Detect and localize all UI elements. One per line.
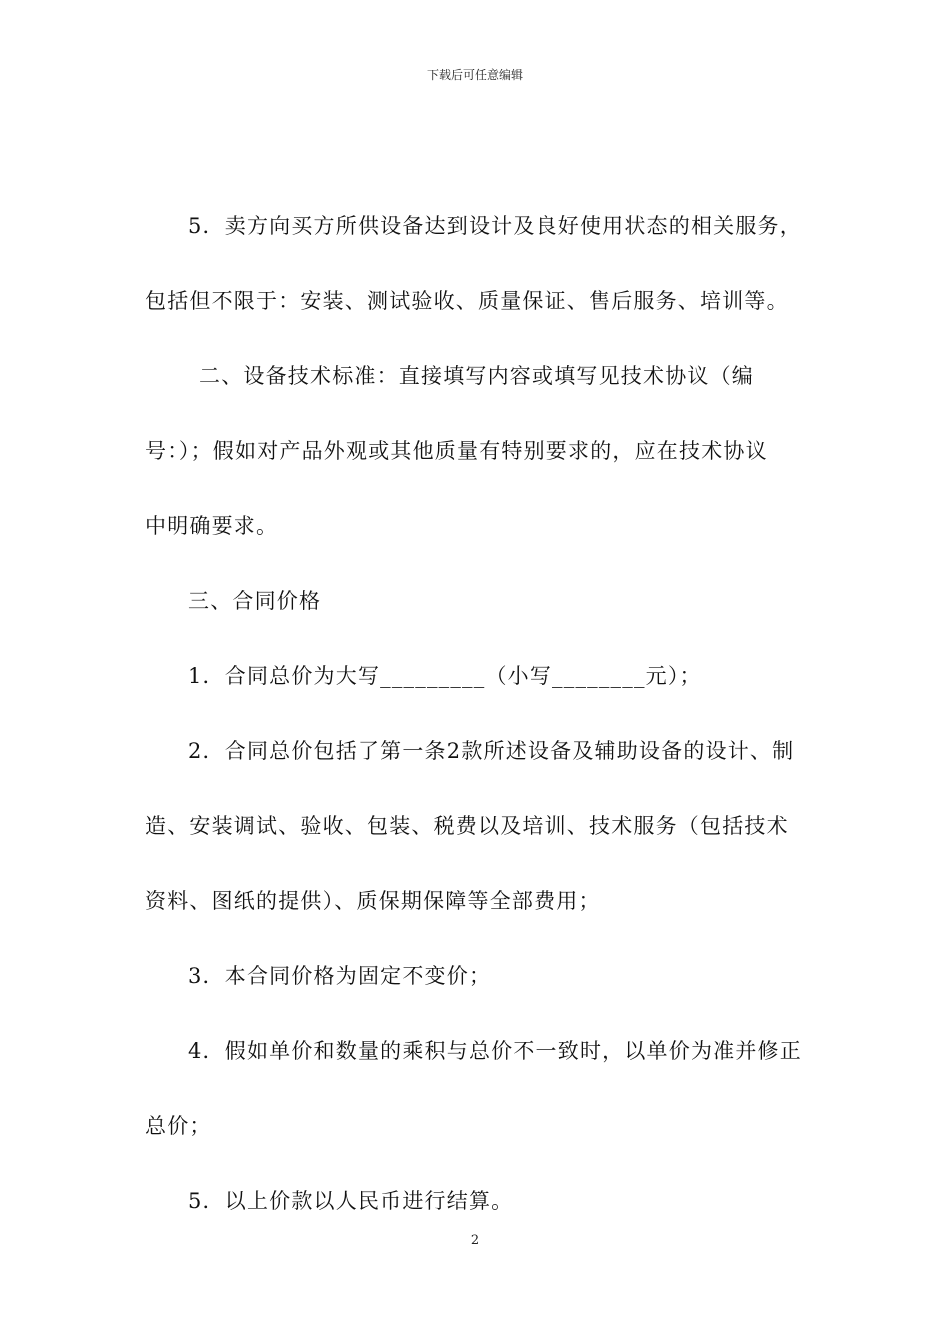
body-line: 包括但不限于：安装、测试验收、质量保证、售后服务、培训等。	[145, 289, 789, 313]
body-line: 2．合同总价包括了第一条2款所述设备及辅助设备的设计、制	[188, 739, 795, 763]
body-line: 5．以上价款以人民币进行结算。	[188, 1189, 514, 1213]
body-line: 3．本合同价格为固定不变价；	[188, 964, 492, 988]
body-line: 5．卖方向买方所供设备达到设计及良好使用状态的相关服务，	[188, 214, 802, 238]
page-header: 下载后可任意编辑	[426, 68, 523, 82]
body-line: 总价；	[145, 1114, 212, 1138]
body-line: 号：）；假如对产品外观或其他质量有特别要求的，应在技术协议	[145, 439, 768, 463]
body-line: 1．合同总价为大写_________（小写________元）；	[188, 664, 702, 688]
body-line: 中明确要求。	[145, 514, 279, 538]
page-number: 2	[470, 1233, 480, 1248]
body-line: 造、安装调试、验收、包装、税费以及培训、技术服务（包括技术	[145, 814, 789, 838]
body-line: 二、设备技术标准：直接填写内容或填写见技术协议（编	[199, 364, 754, 388]
body-line: 资料、图纸的提供）、质保期保障等全部费用；	[145, 889, 601, 913]
section-heading: 三、合同价格	[188, 589, 322, 613]
body-line: 4．假如单价和数量的乘积与总价不一致时，以单价为准并修正	[188, 1039, 802, 1063]
